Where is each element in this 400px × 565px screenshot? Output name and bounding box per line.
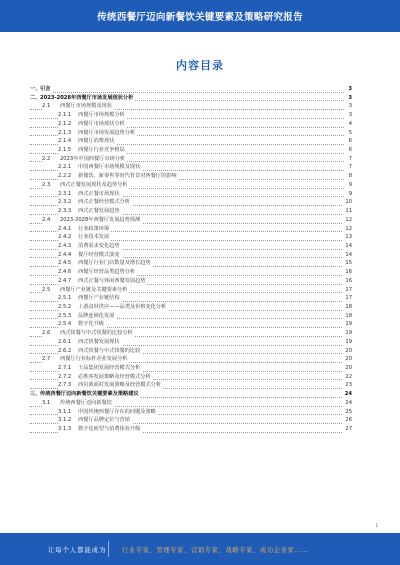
- toc-entry[interactable]: [30, 243, 352, 252]
- toc-entry-page: 20: [345, 365, 352, 371]
- toc-entry-page: 16: [345, 277, 352, 284]
- toc-entry-text: [58, 339, 122, 346]
- toc-entry-page: 22: [345, 373, 352, 380]
- toc-entry-label: 西餐厅品牌定位与营销: [78, 417, 130, 424]
- toc-entry-label: 王品集团发展经营模式分析: [78, 365, 141, 371]
- toc-entry-label: 数字化转型与消费体验升级: [78, 426, 141, 433]
- toc-entry-text: [58, 374, 153, 381]
- toc-entry-number: 2.7: [42, 356, 51, 363]
- toc-entry-label: 2023-2028年西餐厅市场发展现状分析: [40, 94, 134, 101]
- toc-entry-text: [58, 252, 122, 259]
- toc-entry-text: [58, 121, 127, 128]
- toc-entry-label: 中国西餐厅市场规模及现状: [78, 164, 141, 171]
- toc-entry-text: [58, 243, 122, 250]
- toc-entry-page: 7: [348, 155, 352, 162]
- toc-entry-text: [42, 287, 129, 294]
- toc-entry-text: [58, 417, 132, 424]
- toc-entry-page: 19: [345, 330, 352, 337]
- toc-entry-number: 2.3: [42, 181, 51, 188]
- toc-entry-page: 9: [348, 181, 352, 188]
- toc-entry-number: 2.2.1: [58, 164, 72, 171]
- toc-entry-label: 2023-2028年西餐厅发展趋势预测: [60, 216, 141, 223]
- toc-entry-text: [58, 269, 137, 276]
- toc-entry-number: 2.5.1: [58, 295, 72, 302]
- toc-entry-page: 24: [345, 399, 352, 406]
- toc-entry-label: 西式正餐发展趋势: [78, 208, 120, 215]
- toc-entry-text: [58, 112, 127, 119]
- toc-entry[interactable]: [30, 295, 352, 304]
- toc-entry-page: 3: [348, 86, 352, 92]
- toc-entry-text: [58, 191, 122, 198]
- toc-entry[interactable]: [30, 103, 352, 112]
- toc-entry-text: [58, 199, 132, 206]
- toc-entry[interactable]: [30, 426, 352, 435]
- toc-entry-number: 2.3.2: [58, 199, 72, 206]
- toc-entry-label: 西餐厅市场发展趋势分析: [78, 129, 136, 136]
- toc-entry-page: 12: [345, 216, 352, 223]
- toc-entry-number: 2.1.4: [58, 138, 72, 145]
- toc-entry-number: 三、: [30, 391, 41, 398]
- toc-entry-page: 24: [344, 391, 352, 398]
- footer-bar: [0, 533, 400, 565]
- report-title: 传统西餐厅迈向新餐饮关键要素及策略研究报告: [97, 12, 303, 23]
- toc-entry-page: 19: [345, 338, 352, 345]
- toc-entry-page: 9: [348, 190, 352, 197]
- report-header-bar: [0, 0, 400, 32]
- toc-entry[interactable]: [30, 339, 352, 348]
- toc-entry[interactable]: [30, 164, 352, 173]
- toc-entry[interactable]: [30, 356, 352, 365]
- toc-entry[interactable]: [30, 217, 352, 226]
- toc-entry-number: 2.5.3: [58, 312, 72, 319]
- toc-entry-page: 20: [345, 356, 352, 363]
- toc-entry[interactable]: [30, 138, 352, 147]
- toc-entry-text: [42, 103, 114, 110]
- toc-entry-page: 18: [345, 312, 352, 319]
- toc-entry-label: 消费需求变化趋势: [78, 242, 120, 249]
- toc-entry[interactable]: [30, 182, 352, 191]
- toc-entry-number: 2.7.3: [58, 382, 72, 389]
- toc-entry[interactable]: [30, 321, 352, 330]
- toc-entry-number: 2.1.2: [58, 120, 72, 127]
- toc-entry-number: 2.6.1: [58, 338, 72, 345]
- toc-entry-label: 必胜客发展策略及经营模式分析: [78, 373, 151, 380]
- toc-entry-label: 西式快餐与中式快餐的比较: [78, 347, 141, 354]
- toc-entry-label: 餐厅经营模式演变: [78, 251, 120, 258]
- toc-entry-text: [58, 130, 137, 137]
- toc-entry-label: 西餐厅产业链及关键要素分析: [60, 286, 128, 293]
- toc-entry-text: [42, 330, 135, 337]
- toc-entry-label: 行业技术发展: [78, 234, 110, 241]
- toc-entry-text: [58, 313, 116, 320]
- toc-entry-label: 中国传统西餐厅存在的问题及策略: [78, 408, 156, 415]
- toc-entry-number: 2.4.4: [58, 251, 72, 258]
- toc-entry-page: 5: [348, 129, 352, 136]
- toc-entry-page: 23: [345, 382, 352, 389]
- toc-entry-number: 2.4.3: [58, 242, 72, 249]
- toc-entry-text: [58, 138, 116, 145]
- toc-entry-text: [58, 426, 142, 433]
- toc-entry[interactable]: [30, 269, 352, 278]
- toc-entry[interactable]: [30, 400, 352, 409]
- toc-entry-number: 2.2.2: [58, 173, 72, 180]
- toc-entry-number: 2.4.7: [58, 277, 72, 284]
- toc-entry-label: 西式正餐市场现状: [78, 190, 120, 197]
- toc-entry-label: 传统西餐厅迈向新餐饮关键要素及策略建议: [40, 391, 139, 398]
- toc-entry-text: [58, 278, 147, 285]
- toc-entry-label: 西餐厅经营品类趋势分析: [78, 269, 136, 276]
- toc-entry-page: 3: [348, 94, 352, 101]
- toc-entry-label: 新餐饮、新零售等时代背景对西餐厅的影响: [78, 173, 177, 180]
- toc-entry-number: 3.1: [42, 399, 51, 406]
- footer-slogan-roles: 行业专家、管理专家、营销专家、战略专家、成功企业家……: [122, 547, 309, 554]
- toc-entry[interactable]: [30, 278, 352, 287]
- toc-entry-text: [58, 147, 127, 154]
- toc-entry[interactable]: [30, 409, 352, 418]
- toc-entry-label: 西餐厅行业竞争格局: [78, 147, 125, 154]
- toc-entry-page: 10: [345, 199, 352, 206]
- toc-entry-text: [58, 208, 122, 215]
- toc-entry-page: 14: [345, 242, 352, 249]
- toc-entry[interactable]: [30, 391, 352, 400]
- toc-entry-text: [42, 156, 127, 163]
- toc-entry-label: 西式正餐经营模式分析: [78, 199, 130, 206]
- toc-leader-dots: [30, 92, 344, 93]
- toc-entry[interactable]: [30, 287, 352, 296]
- toc-entry-text: [58, 409, 158, 416]
- toc-entry-page: 12: [345, 225, 352, 232]
- toc-entry-page: 16: [345, 269, 352, 276]
- toc-entry-text: [58, 234, 111, 241]
- toc-entry-text: [30, 86, 52, 93]
- toc-entry-number: 2.3.1: [58, 190, 72, 197]
- toc-entry-text: [58, 321, 106, 328]
- toc-entry-label: 数字化升级: [78, 321, 104, 328]
- toc-entry-label: 西式正餐与休闲西餐发展趋势: [78, 277, 146, 284]
- toc-entry-number: 2.3.3: [58, 208, 72, 215]
- toc-entry-page: 17: [345, 295, 352, 302]
- toc-entry[interactable]: [30, 234, 352, 243]
- toc-entry-page: 26: [345, 417, 352, 424]
- toc-entry-page: 27: [345, 426, 352, 433]
- toc-entry-number: 一、: [30, 86, 41, 92]
- toc-entry-number: 2.4: [42, 216, 51, 223]
- toc-entry-label: 引言: [40, 86, 51, 92]
- toc-entry[interactable]: [30, 260, 352, 269]
- toc-entry-text: [30, 391, 141, 398]
- toc-entry[interactable]: [30, 199, 352, 208]
- toc-entry-page: 18: [345, 303, 352, 310]
- toc-entry-page: 6: [348, 138, 352, 145]
- toc-entry-text: [58, 295, 122, 302]
- toc-entry-number: 3.1.1: [58, 408, 72, 415]
- toc-entry[interactable]: [30, 382, 352, 391]
- toc-entry-number: 2.7.1: [58, 365, 72, 371]
- toc-entry-number: 2.6.2: [58, 347, 72, 354]
- toc-entry-page: 3: [348, 112, 352, 119]
- toc-entry-page: 14: [345, 251, 352, 258]
- toc-entry-page: 7: [348, 164, 352, 171]
- toc-entry-text: [58, 348, 142, 355]
- toc-entry-text: [58, 226, 111, 233]
- toc-entry-page: 17: [345, 286, 352, 293]
- toc-entry-label: 西餐厅消费现状: [78, 138, 115, 145]
- footer-slogan-lead: 让每个人都能成为: [48, 547, 107, 554]
- toc-entry-number: 2.1: [42, 103, 51, 110]
- toc-entry[interactable]: [30, 304, 352, 313]
- toc-entry-number: 2.2: [42, 155, 51, 162]
- toc-entry[interactable]: [30, 112, 352, 121]
- toc-entry[interactable]: [30, 86, 352, 95]
- toc-entry-label: 西贝莜面村发展策略及经营模式分析: [78, 382, 162, 389]
- toc-entry-number: 2.4.1: [58, 225, 72, 232]
- toc-entry[interactable]: [30, 121, 352, 130]
- toc-entry-number: 3.1.2: [58, 417, 72, 424]
- toc-entry-text: [58, 365, 142, 372]
- toc-entry-label: 2023年中国西餐厅市场分析: [60, 155, 126, 162]
- toc-entry-label: 行业政策环境: [78, 225, 110, 232]
- toc-entry-label: 西餐厅行业门店数量及增长趋势: [78, 260, 151, 267]
- toc-entry-page: 25: [345, 408, 352, 415]
- table-of-contents: [30, 86, 352, 435]
- toc-entry[interactable]: [30, 173, 352, 182]
- toc-entry-label: 上游食材供应——品类及价格变化分析: [78, 303, 167, 310]
- toc-entry-label: 西餐厅市场规模分析: [78, 112, 125, 119]
- toc-entry-text: [58, 382, 163, 389]
- toc-entry-page: 11: [345, 208, 352, 215]
- toc-entry-page: 3: [348, 103, 352, 110]
- toc-entry-number: 2.4.6: [58, 269, 72, 276]
- toc-heading: 内容目录: [176, 59, 224, 72]
- toc-entry-label: 西式快餐与中式快餐的比较分析: [60, 330, 133, 337]
- toc-entry[interactable]: [30, 417, 352, 426]
- toc-entry-label: 西餐厅产业链结构: [78, 295, 120, 302]
- toc-entry-text: [42, 356, 129, 363]
- toc-entry-page: 19: [345, 321, 352, 328]
- toc-entry[interactable]: [30, 330, 352, 339]
- page-number: 1: [375, 523, 378, 528]
- toc-entry-page: 8: [348, 173, 352, 180]
- toc-entry-label: 西式正餐发展现状及趋势分析: [60, 181, 128, 188]
- toc-entry-number: 2.4.2: [58, 234, 72, 241]
- toc-entry-text: [58, 260, 153, 267]
- toc-entry-number: 2.7.2: [58, 373, 72, 380]
- toc-entry-label: 西餐厅行业标杆企业发展分析: [60, 356, 128, 363]
- toc-entry-text: [42, 182, 129, 189]
- toc-entry-number: 2.5.2: [58, 303, 72, 310]
- toc-entry-number: 2.1.3: [58, 129, 72, 136]
- footer-divider: [108, 541, 109, 557]
- toc-entry-text: [58, 304, 168, 311]
- toc-entry-text: [42, 400, 114, 407]
- toc-entry[interactable]: [30, 365, 352, 374]
- toc-entry-page: 15: [345, 260, 352, 267]
- toc-entry-text: [30, 95, 135, 102]
- toc-entry-page: 13: [345, 234, 352, 241]
- toc-entry-number: 二、: [30, 94, 41, 101]
- toc-entry[interactable]: [30, 208, 352, 217]
- toc-entry[interactable]: [30, 226, 352, 235]
- toc-entry-label: 西式快餐发展现状: [78, 338, 120, 345]
- toc-entry-label: 西餐厅市场规模及现状: [60, 103, 112, 110]
- toc-entry-text: [58, 173, 179, 180]
- toc-entry-number: 2.1.5: [58, 147, 72, 154]
- toc-entry-number: 2.6: [42, 330, 51, 337]
- toc-entry-text: [42, 217, 142, 224]
- toc-entry-page: 20: [345, 347, 352, 354]
- toc-entry-label: 传统西餐厅迈向新餐饮: [60, 399, 112, 406]
- toc-entry-number: 2.1.1: [58, 112, 72, 119]
- toc-entry[interactable]: [30, 348, 352, 357]
- toc-entry-text: [58, 164, 142, 171]
- toc-entry-label: 西餐厅市场现状分析: [78, 120, 125, 127]
- toc-entry-number: 2.5: [42, 286, 51, 293]
- toc-entry-page: 6: [348, 147, 352, 154]
- toc-entry-number: 2.5.4: [58, 321, 72, 328]
- toc-entry-page: 4: [348, 120, 352, 127]
- toc-entry[interactable]: [30, 130, 352, 139]
- toc-entry-number: 3.1.3: [58, 426, 72, 433]
- toc-entry-number: 2.4.5: [58, 260, 72, 267]
- toc-entry-label: 品牌连锁化发展: [78, 312, 115, 319]
- toc-entry[interactable]: [30, 147, 352, 156]
